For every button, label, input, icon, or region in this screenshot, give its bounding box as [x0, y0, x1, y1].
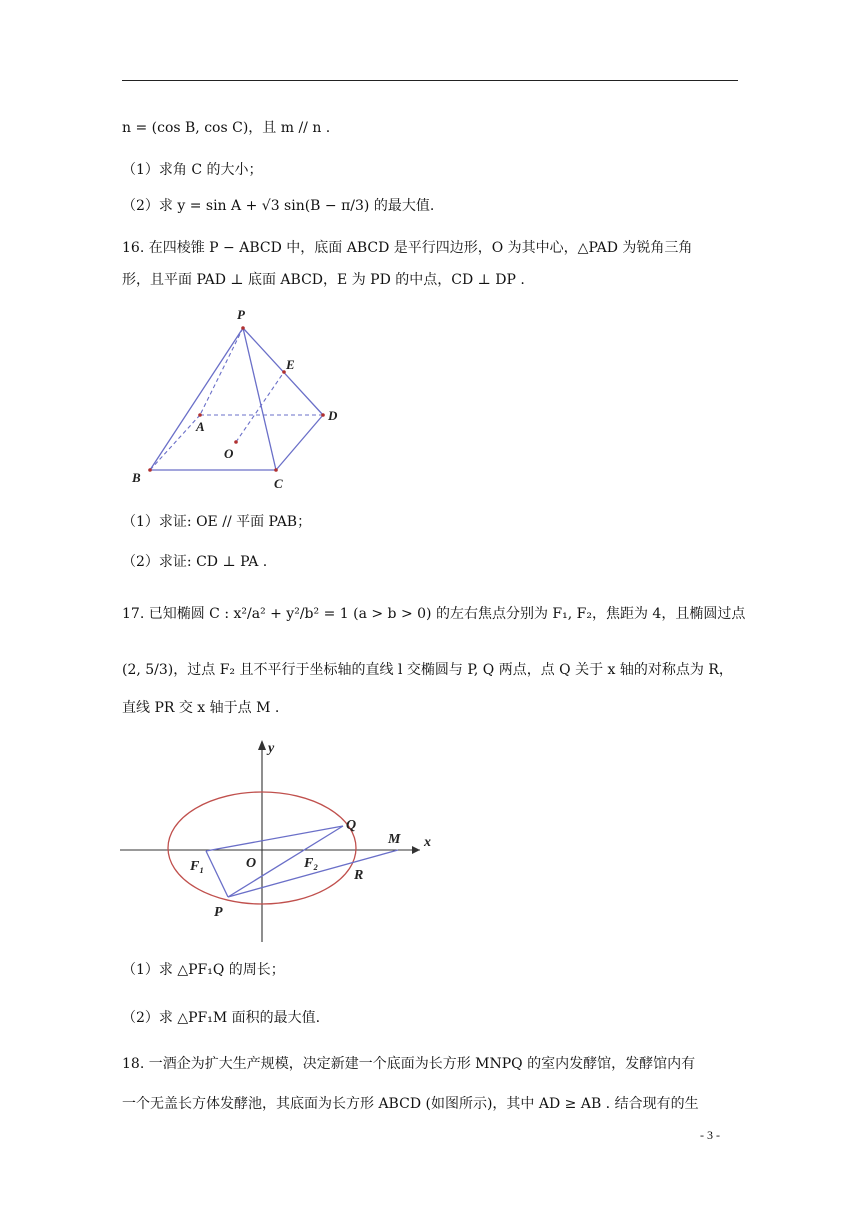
q17-stem-line3: 直线 PR 交 x 轴于点 M . [122, 700, 280, 716]
label-p: P [214, 905, 223, 920]
q16-part1: （1）求证: OE // 平面 PAB； [122, 514, 312, 530]
page-number: - 3 - [700, 1128, 720, 1142]
label-d: D [328, 408, 338, 423]
q17-stem-line1: 17. 已知椭圆 C : x²/a² + y²/b² = 1 (a > b > 0) 的左右焦点分别为 F₁, F₂，焦距为 4，且椭圆过点 [122, 606, 746, 622]
label-m: M [388, 832, 401, 847]
q16-part2: （2）求证: CD ⊥ PA . [122, 554, 268, 570]
pyramid-figure [120, 300, 360, 500]
line-f1p [206, 851, 228, 897]
label-o: O [246, 856, 257, 871]
label-e: E [286, 357, 295, 372]
y-axis-arrow [258, 740, 266, 750]
label-f1: F₁ [190, 859, 205, 874]
q15-part2: （2）求 y = sin A + √3 sin(B − π/3) 的最大值. [122, 198, 435, 214]
edge-ab [150, 415, 200, 470]
header-rule [122, 80, 738, 81]
label-b: B [132, 470, 141, 485]
point-d [321, 413, 325, 417]
point-c [274, 468, 278, 472]
label-x: x [424, 835, 431, 850]
q16-stem-line2: 形，且平面 PAD ⊥ 底面 ABCD，E 为 PD 的中点，CD ⊥ DP . [122, 272, 525, 288]
label-p: P [237, 307, 245, 322]
q17-part1: （1）求 △PF₁Q 的周长； [122, 962, 285, 978]
label-f2: F₂ [304, 856, 319, 871]
ellipse-figure [120, 730, 450, 950]
label-a: A [196, 419, 205, 434]
q17-stem-line2: (2, 5/3)，过点 F₂ 且不平行于坐标轴的直线 l 交椭圆与 P, Q 两点，点 Q 关于 x 轴的对称点为 R， [122, 662, 733, 678]
q16-stem-line1: 16. 在四棱锥 P − ABCD 中，底面 ABCD 是平行四边形，O 为其中心，△PAD 为锐角三角 [122, 240, 693, 256]
q17-part2: （2）求 △PF₁M 面积的最大值. [122, 1010, 321, 1026]
edge-pa [200, 328, 243, 415]
label-q: Q [346, 818, 357, 833]
label-c: C [274, 476, 283, 491]
point-b [148, 468, 152, 472]
q15-part1: （1）求角 C 的大小； [122, 162, 263, 178]
q18-stem-line2: 一个无盖长方体发酵池，其底面为长方形 ABCD (如图所示)，其中 AD ≥ AB . 结合现有的生 [122, 1096, 699, 1112]
label-r: R [354, 868, 364, 883]
edge-cd [276, 415, 323, 470]
text-line-vector-n: n = (cos B, cos C)，且 m // n . [122, 120, 331, 136]
edge-pc [243, 328, 276, 470]
x-axis-arrow [412, 846, 420, 854]
point-p [241, 326, 245, 330]
point-o [234, 440, 238, 444]
label-o: O [224, 446, 234, 461]
segment-oe [236, 372, 284, 442]
point-a [198, 413, 202, 417]
q18-stem-line1: 18. 一酒企为扩大生产规模，决定新建一个底面为长方形 MNPQ 的室内发酵馆，发酵馆内有 [122, 1056, 696, 1072]
label-y: y [268, 741, 275, 756]
